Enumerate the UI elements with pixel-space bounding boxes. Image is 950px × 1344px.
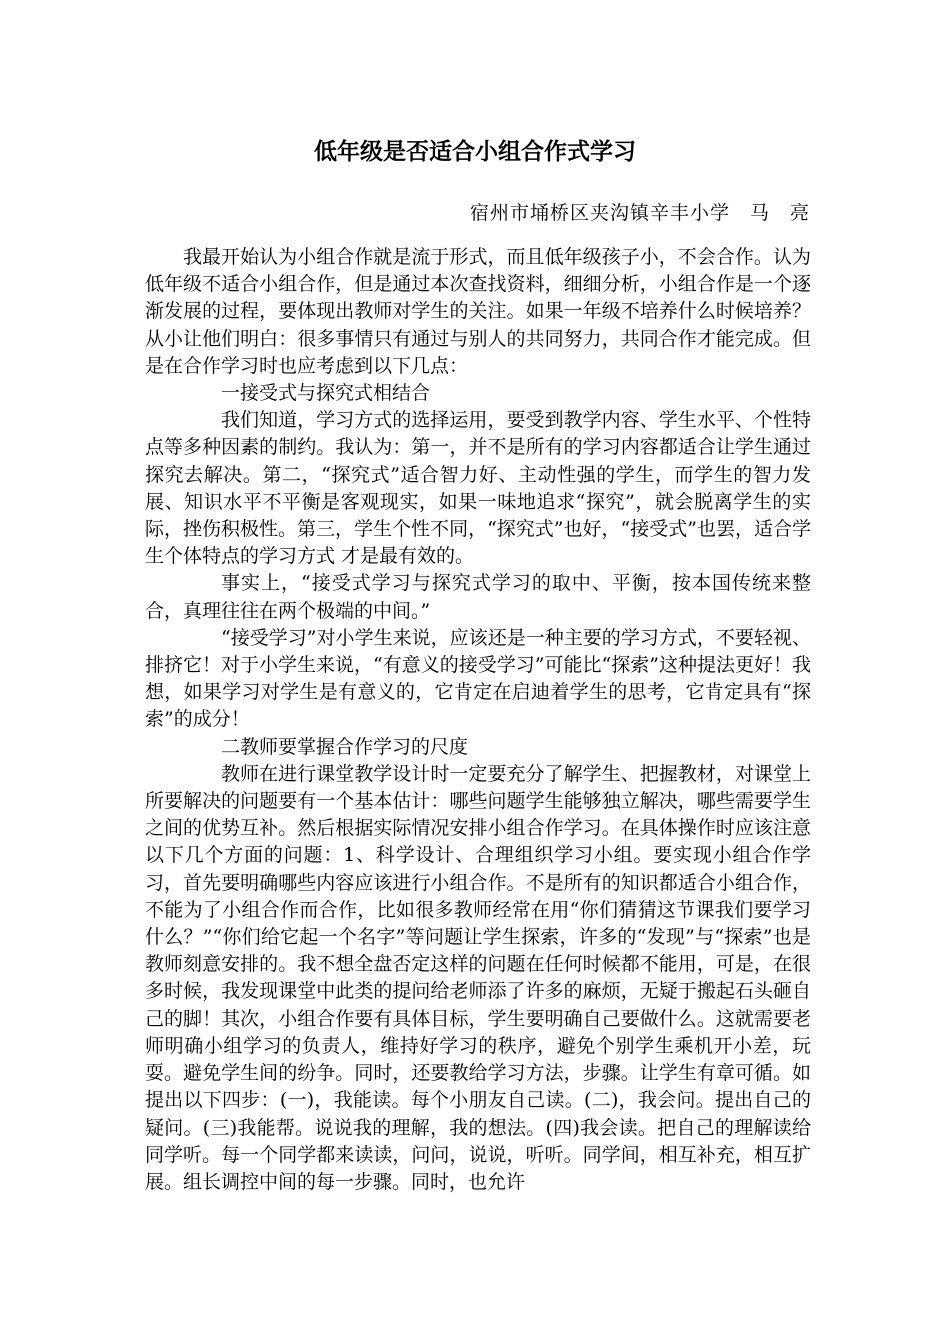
paragraph: 教师在进行课堂教学设计时一定要充分了解学生、把握教材，对课堂上所要解决的问题要有一个基本估计：哪些问题学生能够独立解决，哪些需要学生之间的优势互补。然后根据实际情况安排小组合作学习。在具体操作时应该注意以下几个方面的问题：1、科学设计、合理组织学习小组。要实现小组合作学习，首先要明确哪些内容应该进行小组合作。不是所有的知识都适合小组合作，不能为了小组合作而合作，比如很多教师经常在用“你们猜猜这节课我们要学习什么？”“你们给它起一个名字”等问题让学生探索，许多的“发现”与“探索”也是教师刻意安排的。我不想全盘否定这样的问题在任何时候都不能用，可是，在很多时候，我发现课堂中此类的提问给老师添了许多的麻烦，无疑于搬起石头砸自己的脚！其次，小组合作要有具体目标，学生要明确自己要做什么。这就需要老师明确小组学习的负责人，维持好学习的秩序，避免个别学生乘机开小差，玩耍。避免学生间的纷争。同时，还要教给学习方法，步骤。让学生有章可循。如提出以下四步：(一)，我能读。每个小朋友自己读。(二)，我会问。提出自己的疑问。(三)我能帮。说说我的理解，我的想法。(四)我会读。把自己的理解读给同学听。每一个同学都来读读，问问，说说，听听。同学间，相互补充，相互扩展。组长调控中间的每一步骤。同时，也允许: [145, 762, 811, 1193]
paragraph: 我们知道，学习方式的选择运用，要受到教学内容、学生水平、个性特点等多种因素的制约。我认为：第一，并不是所有的学习内容都适合让学生通过探究去解决。第二，“探究式”适合智力好、主动性强的学生，而学生的智力发展、知识水平不平衡是客观现实，如果一味地追求“探究”，就会脱离学生的实际，挫伤积极性。第三，学生个性不同，“探究式”也好，“接受式”也罢，适合学生个体特点的学习方式 才是最有效的。: [145, 409, 811, 568]
section-heading-1: 一接受式与探究式相结合: [221, 382, 431, 405]
paragraph-intro: 我最开始认为小组合作就是流于形式，而且低年级孩子小，不会合作。认为低年级不适合小组合作，但是通过本次查找资料，细细分析，小组合作是一个逐渐发展的过程，要体现出教师对学生的关注。如果一年级不培养什么时候培养？从小让他们明白：很多事情只有通过与别人的共同努力，共同合作才能完成。但是在合作学习时也应考虑到以下几点：: [145, 246, 811, 377]
document-body: [145, 244, 811, 1196]
section-heading-2: 二教师要掌握合作学习的尺度: [221, 735, 469, 758]
paragraph: “接受学习”对小学生来说，应该还是一种主要的学习方式，不要轻视、排挤它！对于小学生来说，“有意义的接受学习”可能比“探索”这种提法更好！我想，如果学习对学生是有意义的，它肯定在启迪着学生的思考，它肯定具有“探索”的成分！: [145, 626, 811, 731]
paragraph: 事实上，“接受式学习与探究式学习的取中、平衡，按本国传统来整合，真理往往在两个极端的中间。”: [145, 572, 811, 622]
author-line: 宿州市埇桥区夹沟镇辛丰小学 马 亮: [469, 202, 810, 224]
document-title: 低年级是否适合小组合作式学习: [314, 139, 636, 165]
